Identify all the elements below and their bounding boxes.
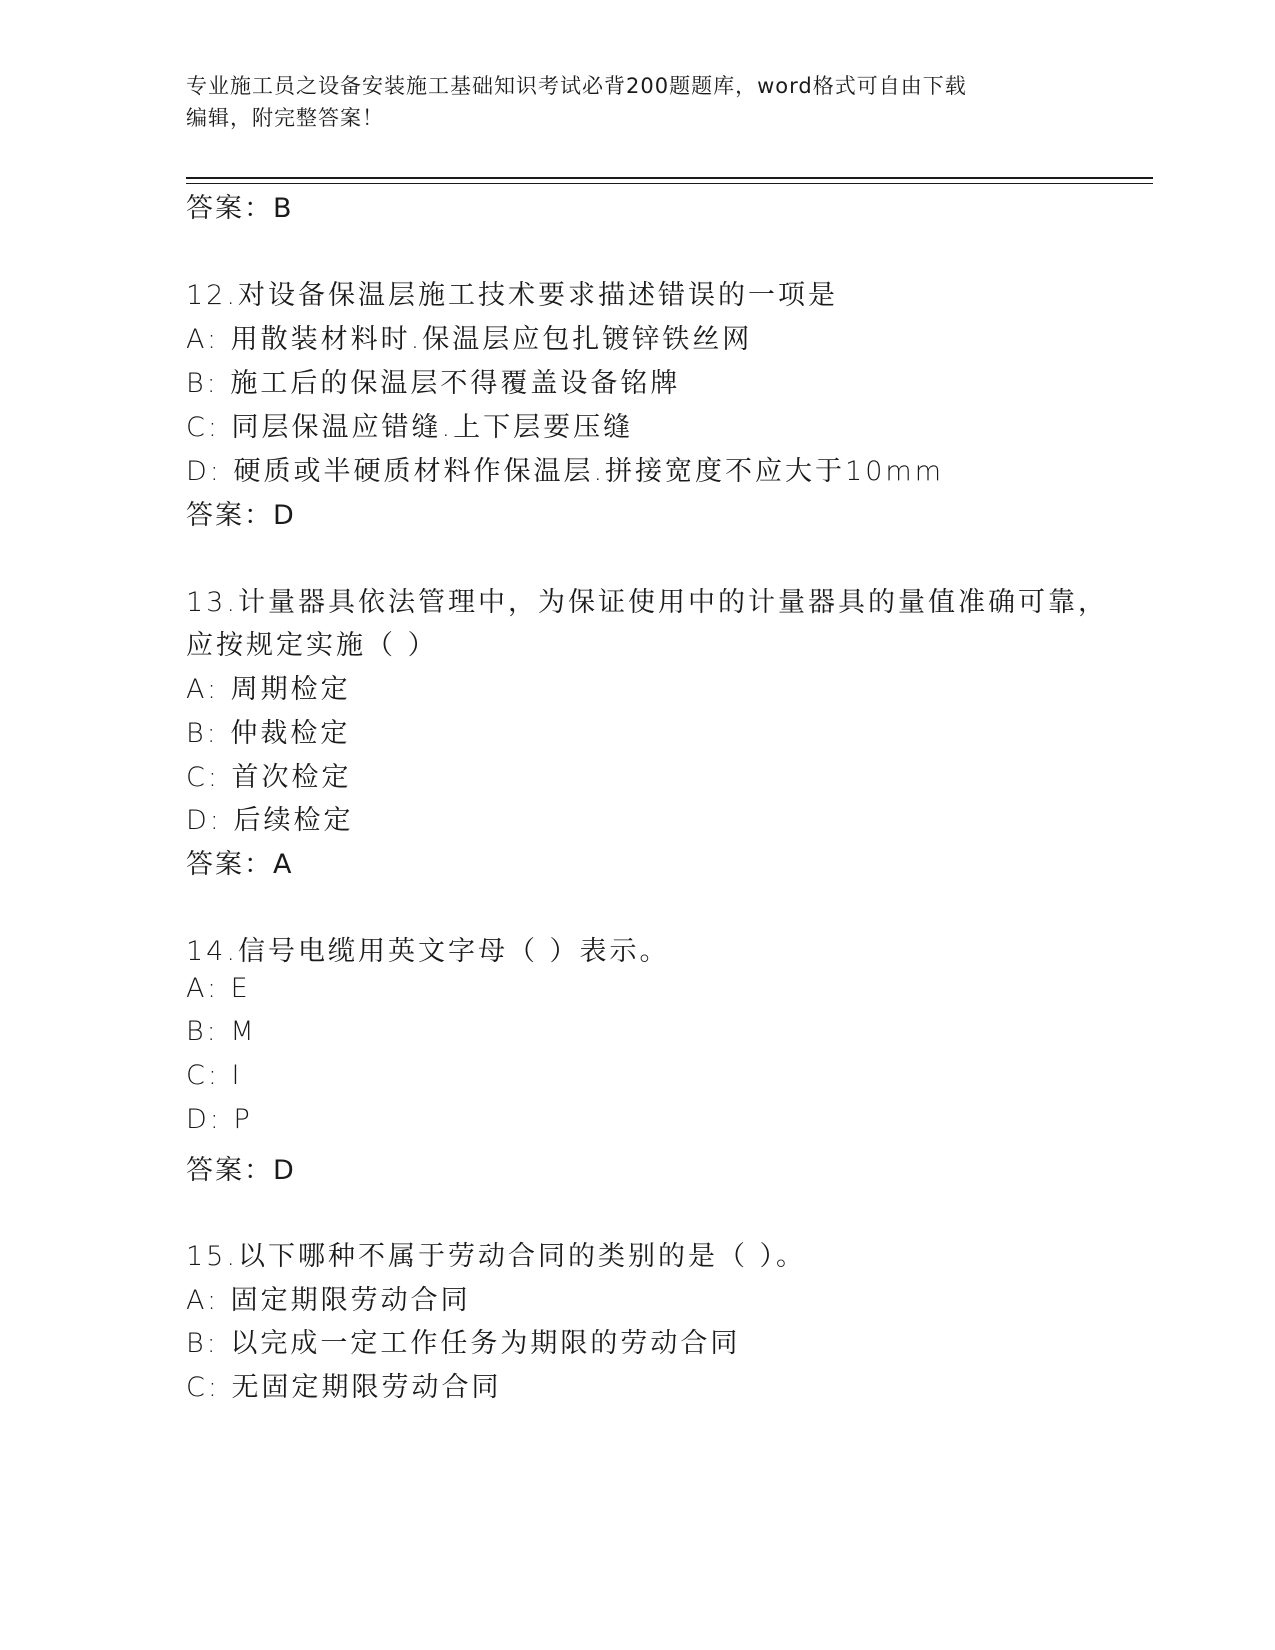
- header-line-2: 编辑，附完整答案！: [186, 106, 384, 130]
- question-15-option-b: B: 以完成一定工作任务为期限的劳动合同: [186, 1328, 741, 1359]
- question-12-option-b: B: 施工后的保温层不得覆盖设备铭牌: [186, 368, 681, 399]
- question-13-option-d: D: 后续检定: [186, 805, 354, 836]
- question-12-stem: 12.对设备保温层施工技术要求描述错误的一项是: [186, 280, 838, 311]
- question-13-option-b: B: 仲裁检定: [186, 718, 351, 749]
- question-15-stem: 15.以下哪种不属于劳动合同的类别的是（ ）。: [186, 1241, 807, 1272]
- question-14-option-d: D: P: [186, 1104, 253, 1135]
- question-15-option-c: C: 无固定期限劳动合同: [186, 1372, 502, 1403]
- header-divider-thin: [186, 183, 1153, 184]
- question-12-option-d: D: 硬质或半硬质材料作保温层.拼接宽度不应大于10mm: [186, 456, 945, 487]
- document-header: [186, 70, 1086, 134]
- question-12-option-c: C: 同层保温应错缝.上下层要压缝: [186, 412, 634, 443]
- question-15-option-a: A: 固定期限劳动合同: [186, 1285, 471, 1316]
- question-14-option-c: C: I: [186, 1060, 243, 1091]
- question-13-option-a: A: 周期检定: [186, 674, 351, 705]
- question-14-option-b: B: M: [186, 1016, 257, 1047]
- header-line-1: 专业施工员之设备安装施工基础知识考试必背200题题库，word格式可自由下载: [186, 74, 967, 98]
- answer-q14: 答案：D: [186, 1155, 296, 1186]
- question-13-stem-cont: 应按规定实施（ ）: [186, 630, 438, 661]
- question-12-option-a: A: 用散装材料时.保温层应包扎镀锌铁丝网: [186, 324, 753, 355]
- answer-q11: 答案：B: [186, 193, 294, 224]
- question-14-option-a: A: E: [186, 973, 251, 1004]
- question-13-option-c: C: 首次检定: [186, 762, 352, 793]
- header-divider-thick: [186, 177, 1153, 179]
- question-14-stem: 14.信号电缆用英文字母（ ）表示。: [186, 936, 670, 967]
- question-13-stem: 13.计量器具依法管理中，为保证使用中的计量器具的量值准确可靠，: [186, 587, 1108, 618]
- answer-q13: 答案：A: [186, 849, 294, 880]
- answer-q12: 答案：D: [186, 500, 296, 531]
